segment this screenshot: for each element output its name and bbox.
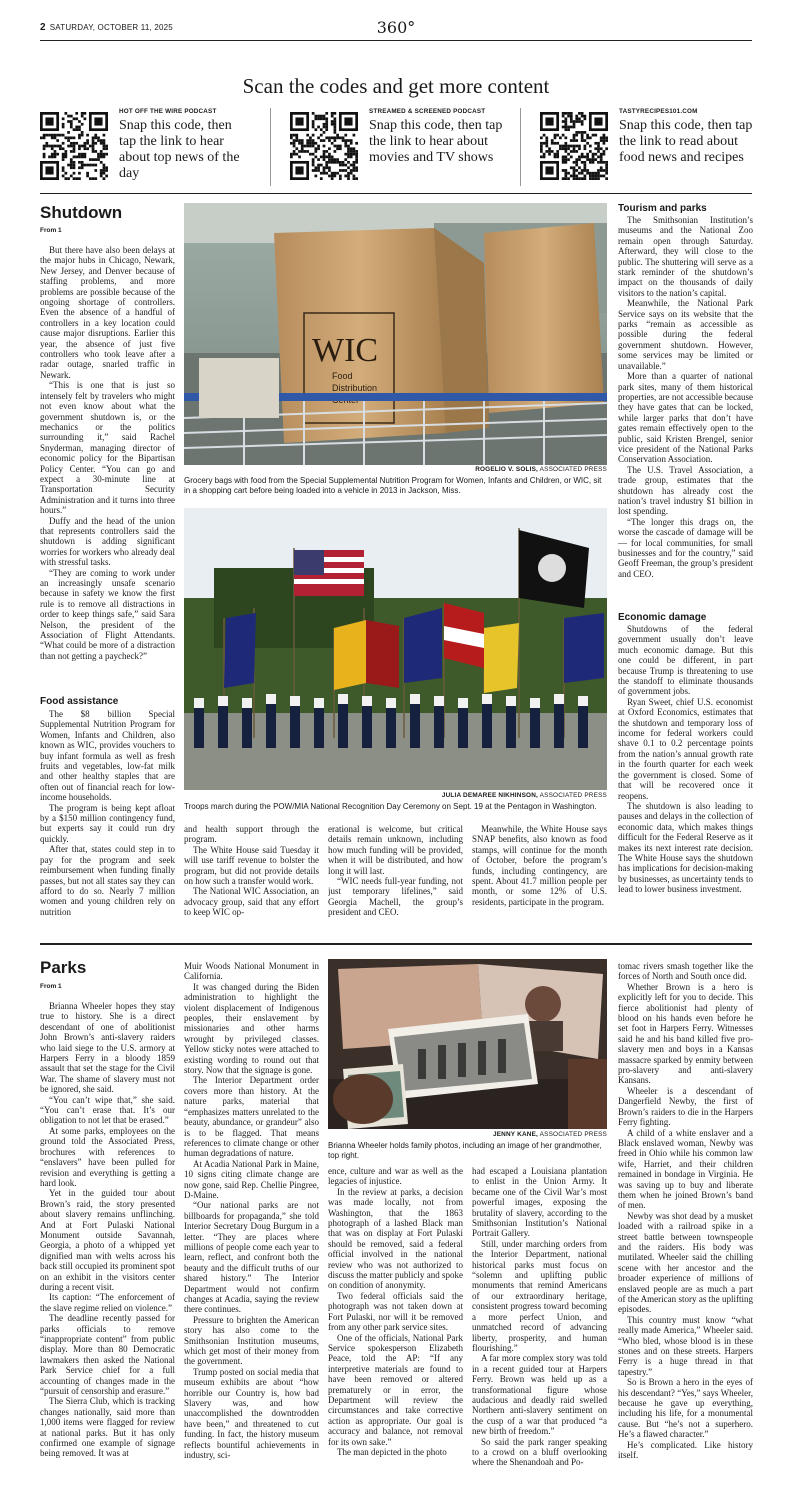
- promo-text-recipes: Snap this code, then tap the link to read about food news and recipes: [619, 118, 753, 165]
- parks-col1: Brianna Wheeler hopes they stay true to history. She is a direct descendant of one of abolitionist John Brown’s anti-slavery raiders who laid siege to the U.S. armory at Harpers Ferry in a bloody 1859 assault that set the stage for the Civil War. The shame of slavery must not be ignored, she said. “You can’t wipe that,” she said. “You can’t erase that. It’s our obligation to not let that be erased.” At some parks, employees on the ground told the Associated Press, brochures with references to “enslavers” have been pulled for revision and everything is getting a hard look. Yet in the guided tour about Brown’s raid, the story presented about slavery remains unflinching. And at Fort Pulaski National Monument outside Savannah, Georgia, a photo of a whipped yet dignified man with welts across his back still occupied its prominent spot on an exhibit in the visitors center during a recent visit. Its caption: “The enforcement of the slave regime relied on violence.” The deadline recently passed for parks officials to remove “inappropriate content” from public display. More than 80 Democratic lawmakers then asked the National Park Service chief for a full accounting of changes made in the “pursuit of censorship and erasure.” The Sierra Club, which is tracking changes nationally, said more than 1,000 items were flagged for review at national parks. But it has only confirmed one example of signage being removed. It was at: [40, 1001, 175, 1459]
- qr-code-recipes[interactable]: [540, 112, 608, 180]
- photo-credit-family: JENNY KANE, ASSOCIATED PRESS: [492, 1131, 607, 1138]
- promo-label-recipes: TASTYRECIPES101.COM: [619, 108, 698, 115]
- bag-text-distribution: Distribution: [332, 383, 378, 393]
- caption-wic: Grocery bags with food from the Special Supplemental Nutrition Program for Women, Infants and Children, or WIC, sit in a shopping cart before being loaded into a vehicle in 2013 in Jackson, Miss.: [184, 476, 602, 495]
- promo-text-wire: Snap this code, then tap the link to hear about top news of the day: [119, 118, 240, 181]
- qr-code-podcast[interactable]: [40, 112, 108, 180]
- story-divider: [40, 943, 752, 945]
- parks-col4: had escaped a Louisiana plantation to enlist in the Union Army. It became one of the Civil War’s most powerful images, exposing the brutality of slavery, according to the Smithsonian Institution’s National Portrait Gallery. Still, under marching orders from the Interior Department, national historical parks must focus on “solemn and uplifting public monuments that remind Americans of our extraordinary heritage, consistent progress toward becoming a more perfect Union, and unmatched record of advancing liberty, prosperity, and human flourishing.” A far more complex story was told in a recent guided tour at Harpers Ferry. Brown was held up as a transformational figure whose audacious and deadly raid swelled Northern anti-slavery sentiment on the cusp of a war that produced “a new birth of freedom.” So said the park ranger speaking to a crowd on a bluff overlooking where the Shenandoah and Po-: [472, 1166, 607, 1468]
- subhead-food-assistance: Food assistance: [40, 696, 119, 707]
- photo-wic-bags: [184, 203, 607, 465]
- promo-label-wire: HOT OFF THE WIRE PODCAST: [119, 108, 217, 115]
- subhead-tourism-parks: Tourism and parks: [618, 203, 707, 214]
- photo-credit-troops: JULIA DEMAREE NIKHINSON, ASSOCIATED PRESS: [441, 792, 607, 799]
- photo-credit-wic: ROGELIO V. SOLIS, ASSOCIATED PRESS: [475, 466, 607, 473]
- parks-col3: ence, culture and war as well as the legacies of injustice. In the review at parks, a decision was made locally, not from Washington, that the 1863 photograph of a lashed Black man that was on display at Fort Pulaski should be removed, said a federal official involved in the national review who was not authorized to discuss the matter publicly and spoke on condition of anonymity. Two federal officials said the photograph was not taken down at Fort Pulaski, nor will it be removed from any other park service sites. One of the officials, National Park Service spokesperson Elizabeth Peace, told the AP: “If any interpretive materials are found to have been removed or altered prematurely or in error, the Department will review the circumstances and take corrective action as appropriate. Our goal is accuracy and balance, not removal for its own sake.” The man depicted in the photo: [328, 1166, 463, 1457]
- promo-label-streamed: STREAMED & SCREENED PODCAST: [369, 108, 486, 115]
- shutdown-headline: Shutdown: [40, 203, 123, 222]
- page-number: 2: [40, 22, 46, 33]
- shutdown-col1b: The $8 billion Special Supplemental Nutrition Program for Women, Infants and Children, also known as WIC, provides vouchers to buy infant formula as well as fresh fruits and vegetables, low-fat milk and other healthy staples that are often out of financial reach for low-income households. The program is being kept afloat by a $150 million contingency fund, but experts say it could run dry quickly. After that, states could step in to pay for the program and seek reimbursement when funding finally passes, but not all states say they can afford to do so. Nearly 7 million women and young children rely on nutrition: [40, 709, 175, 917]
- section-rule: [40, 193, 752, 194]
- top-rule: [40, 40, 752, 41]
- us-flag: [294, 550, 364, 596]
- promo-text-streamed: Snap this code, then tap the link to hear about movies and TV shows: [369, 118, 503, 165]
- shutdown-col1: But there have also been delays at the major hubs in Chicago, Newark, New Jersey, and Denver because of staffing problems, and more problems are possible because of the ongoing shortage of controllers. Even the absence of a handful of controllers in a key location could cause major disruptions. Earlier this year, the absence of just five controllers who took leave after a radar outage, snarled traffic in Newark. “This is one that is just so intensely felt by travelers who might not even know about what the government shutdown is, or the mechanics or the politics surrounding it,” said Rachel Snyderman, managing director of economic policy for the Bipartisan Policy Center. “You can go and expect a 30-minute line at Transportation Security Administration and it turns into three hours.” Duffy and the head of the union that represents controllers said the shutdown is adding significant worries for workers who already deal with stressful tasks. “They are coming to work under an increasingly unsafe scenario because in safety we know the first rule is to remove all distractions in order to keep things safe,” said Sara Nelson, the president of the Association of Flight Attendants. “What could be more of a distraction than not getting a paycheck?”: [40, 245, 175, 661]
- shutdown-col5b: Shutdowns of the federal government usually don’t leave much economic damage. But this one could be different, in part because Trump is threatening to use the standoff to eliminate thousands of government jobs. Ryan Sweet, chief U.S. economist at Oxford Economics, estimates that the shutdown and temporary loss of income for federal workers could shave 0.1 to 0.2 percentage points from the nation’s annual growth rate in the fourth quarter for each week the government is closed. Some of that will be recovered once it reopens. The shutdown is also leading to pauses and delays in the collection of economic data, which makes things difficult for the Federal Reserve as it makes its next interest rate decision. The White House says the shutdown has implications for decision-making by businesses, as uncertainty tends to lead to lower business investment.: [618, 624, 753, 895]
- parks-jump-from: From 1: [40, 983, 62, 990]
- subhead-economic-damage: Economic damage: [618, 612, 707, 623]
- promo-divider: [520, 108, 521, 186]
- promo-divider: [270, 108, 271, 186]
- shutdown-col4: Meanwhile, the White House says SNAP benefits, also known as food stamps, will continue for the month of October, before the program’s funds, including contingency, are spent. About 41.7 million people per month, or some 12% of U.S. residents, participate in the program.: [472, 824, 607, 907]
- shutdown-col3: erational is welcome, but critical details remain unknown, including how much funding will be provided, when it will be distributed, and how long it will last. “WIC needs full-year funding, not just temporary lifelines,” said Georgia Machell, the group’s president and CEO.: [328, 824, 463, 918]
- photo-troops-march: [184, 508, 607, 790]
- parks-col5: tomac rivers smash together like the forces of North and South once did. Whether Brown is a hero is explicitly left for you to decide. This fierce abolitionist had plenty of blood on his hands even before he set foot in Harpers Ferry. Witnesses said he and his band killed five pro-slavery men and boys in a Kansas massacre sparked by enmity between pro-slavery and anti-slavery Kansans. Wheeler is a descendant of Dangerfield Newby, the first of Brown’s raiders to die in the Harpers Ferry fighting. A child of a white enslaver and a Black enslaved woman, Newby was freed in Ohio while his common law wife, Harriet, and their children remained in bondage in Virginia. He was saving up to buy and liberate them when he joined Brown’s band of men. Newby was shot dead by a musket loaded with a railroad spike in a street battle between townspeople and the raiders. His body was mutilated. Wheeler said the chilling scene with her ancestor and the broader experience of millions of enslaved people are as much a part of the American story as the uplifting episodes. This country must know “what really made America,” Wheeler said. “Who bled, whose blood is in these stones and on these streets. Harpers Ferry is a huge thread in that tapestry.” So is Brown a hero in the eyes of his descendant? “Yes,” says Wheeler, because he gave up everything, including his life, for a monumental cause. But “he’s not a superhero. He’s a flawed character.” He’s complicated. Like history itself.: [618, 961, 753, 1461]
- section-name: 360°: [376, 18, 416, 37]
- caption-family: Brianna Wheeler holds family photos, including an image of her grandmother, top right.: [328, 1141, 602, 1160]
- shutdown-jump-from: From 1: [40, 227, 62, 234]
- parks-headline: Parks: [40, 958, 87, 977]
- shutdown-col5a: The Smithsonian Institution’s museums and the National Zoo remain open through Saturday. Afterward, they will close to the public. The shuttering will serve as a stark reminder of the shutdown’s impact on the thousands of daily visitors to the nation’s capital. Meanwhile, the National Park Service says on its website that the parks “remain as accessible as possible during the federal government shutdown. However, some services may be limited or unavailable.” More than a quarter of national park sites, many of them historical properties, are not accessible because they have gates that can be locked, while larger parks that don’t have gates remain effectively open to the public, said Kristen Brengel, senior vice president of the National Parks Conservation Association. The U.S. Travel Association, a trade group, estimates that the shutdown has already cost the nation’s travel industry $1 billion in lost spending. “The longer this drags on, the worse the cascade of damage will be — for local communities, for small businesses and for the country,” said Geoff Freeman, the group’s president and CEO.: [618, 215, 753, 579]
- parks-col2: Muir Woods National Monument in California. It was changed during the Biden administration to highlight the violent displacement of Indigenous peoples, their enslavement by missionaries and other harms wrought by privileged classes. Yellow sticky notes were attached to existing wording to round out that story. Now that the signage is gone. The Interior Department order covers more than history. At the nature parks, material that “emphasizes matters unrelated to the beauty, abundance, or grandeur” also is to be flagged. That means references to climate change or other human degradations of nature. At Acadia National Park in Maine, 10 signs citing climate change are now gone, said Rep. Chellie Pingree, D-Maine. “Our national parks are not billboards for propaganda,” she told Interior Secretary Doug Burgum in a letter. “They are places where millions of people come each year to learn, reflect, and confront both the beauty and the difficult truths of our shared history.” The Interior Department would not confirm changes at Acadia, saying the review there continues. Pressure to brighten the American story has also come to the Smithsonian Institution museums, which get most of their money from the government. Trump posted on social media that museum exhibits are about “how horrible our Country is, how bad Slavery was, and how unaccomplished the downtrodden have been,” and threatened to cut funding. In fact, the history museum reflects bountiful achievements in industry, sci-: [184, 961, 319, 1461]
- shutdown-col2: and health support through the program. The White House said Tuesday it will use tariff revenue to bolster the program, but did not provide details on how such a transfer would work. The National WIC Association, an advocacy group, said that any effort to keep WIC op-: [184, 824, 319, 918]
- caption-troops: Troops march during the POW/MIA National Recognition Day Ceremony on Sept. 19 at the Pentagon in Washington.: [184, 802, 597, 811]
- qr-code-streamed[interactable]: [290, 112, 358, 180]
- bag-text-wic: WIC: [312, 332, 379, 369]
- photo-family-photos: [328, 959, 607, 1129]
- page-date: SATURDAY, OCTOBER 11, 2025: [49, 23, 173, 32]
- bag-text-food: Food: [332, 371, 353, 381]
- scan-heading: Scan the codes and get more content: [242, 74, 550, 98]
